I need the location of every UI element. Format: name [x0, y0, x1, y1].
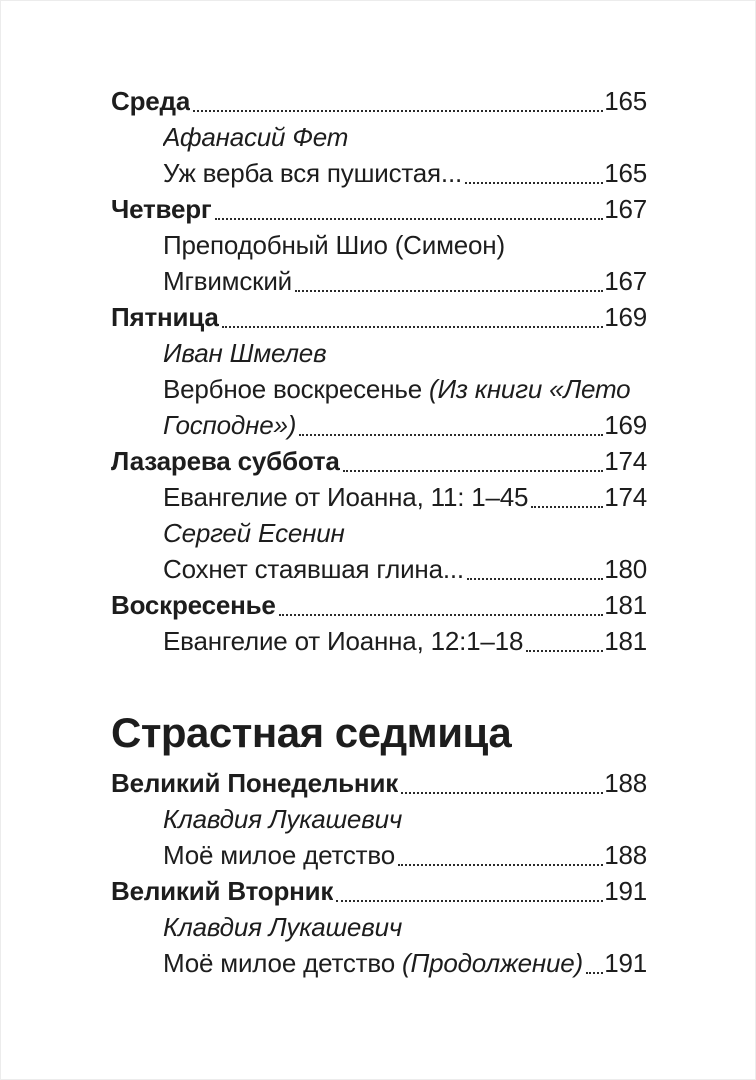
- toc-entry-row: [111, 119, 647, 155]
- page-number: 169: [604, 410, 647, 440]
- entry-title: [163, 551, 464, 587]
- page-number: 169: [604, 302, 647, 332]
- entry-title: [163, 623, 523, 659]
- dot-leader: [531, 506, 603, 508]
- entry-title-segment: Воскресенье: [111, 590, 276, 620]
- toc-entry-row: [111, 407, 647, 443]
- entry-title-segment: (Из книги «Лето: [428, 374, 631, 404]
- entry-title: [111, 83, 190, 119]
- toc-entry-row: [111, 371, 647, 407]
- dot-leader: [343, 470, 604, 472]
- entry-title-segment: Великий Вторник: [111, 876, 334, 906]
- toc-entry-row: [111, 945, 647, 981]
- entry-title: [163, 909, 402, 945]
- page-number: 165: [604, 86, 647, 116]
- entry-title-segment: Сергей Есенин: [163, 518, 345, 548]
- dot-leader: [299, 434, 603, 436]
- dot-leader: [586, 972, 603, 974]
- dot-leader: [526, 650, 603, 652]
- page-number: 180: [604, 554, 647, 584]
- entry-title-segment: Вербное воскресенье: [163, 374, 429, 404]
- entry-title-segment: Пятница: [111, 302, 219, 332]
- entry-title: [163, 155, 462, 191]
- entry-title: [163, 837, 395, 873]
- entry-title: [163, 479, 528, 515]
- entry-title-segment: Евангелие от Иоанна, 12:1–18: [163, 626, 524, 656]
- entry-title-segment: Иван Шмелев: [163, 338, 327, 368]
- entry-title-segment: Лазарева суббота: [111, 446, 340, 476]
- toc-entry-row: [111, 299, 647, 335]
- toc-entry-row: [111, 909, 647, 945]
- entry-title-segment: Моё милое детство: [163, 948, 402, 978]
- page-number: 174: [604, 482, 647, 512]
- toc-entry-row: [111, 227, 647, 263]
- table-of-contents: [111, 83, 647, 981]
- entry-title-segment: Господне»): [163, 410, 297, 440]
- entry-title: [111, 299, 219, 335]
- toc-entry-row: [111, 155, 647, 191]
- entry-title-segment: Клавдия Лукашевич: [163, 804, 403, 834]
- entry-title: [163, 801, 402, 837]
- toc-entry-row: [111, 263, 647, 299]
- page-number: 181: [604, 590, 647, 620]
- toc-entry-row: [111, 837, 647, 873]
- toc-entry-row: [111, 765, 647, 801]
- entry-title: [163, 263, 292, 299]
- toc-entry-row: [111, 587, 647, 623]
- toc-entry-row: [111, 801, 647, 837]
- dot-leader: [222, 326, 604, 328]
- entry-title: [163, 515, 345, 551]
- dot-leader: [401, 792, 603, 794]
- toc-entry-row: [111, 623, 647, 659]
- dot-leader: [193, 110, 603, 112]
- dot-leader: [467, 578, 603, 580]
- dot-leader: [465, 182, 603, 184]
- page-number: 188: [604, 768, 647, 798]
- entry-title-segment: Мгвимский: [163, 266, 292, 296]
- entry-title-segment: Четверг: [111, 194, 212, 224]
- toc-entry-row: [111, 83, 647, 119]
- page-number: 165: [604, 158, 647, 188]
- entry-title: [111, 191, 212, 227]
- entry-title: [111, 873, 333, 909]
- toc-entry-row: [111, 479, 647, 515]
- entry-title-segment: Сохнет стаявшая глина...: [163, 554, 464, 584]
- toc-entry-row: [111, 551, 647, 587]
- entry-title: [163, 945, 583, 981]
- entry-title-segment: Евангелие от Иоанна, 11: 1–45: [163, 482, 529, 512]
- entry-title: [163, 119, 348, 155]
- entry-title-segment: Среда: [111, 86, 191, 116]
- dot-leader: [295, 290, 603, 292]
- page-number: 188: [604, 840, 647, 870]
- dot-leader: [279, 614, 604, 616]
- page-number: 191: [604, 948, 647, 978]
- entry-title: [163, 407, 296, 443]
- entry-title-segment: (Продолжение): [402, 948, 583, 978]
- page-number: 167: [604, 194, 647, 224]
- toc-entry-row: [111, 443, 647, 479]
- entry-title-segment: Уж верба вся пушистая...: [163, 158, 462, 188]
- toc-entry-row: [111, 515, 647, 551]
- dot-leader: [398, 864, 603, 866]
- dot-leader: [215, 218, 604, 220]
- entry-title-segment: Моё милое детство: [163, 840, 395, 870]
- entry-title-segment: Великий Понедельник: [111, 768, 399, 798]
- page-number: 174: [604, 446, 647, 476]
- entry-title-segment: Преподобный Шио (Симеон): [163, 230, 505, 260]
- entry-title-segment: Клавдия Лукашевич: [163, 912, 403, 942]
- toc-entry-row: [111, 335, 647, 371]
- entry-title: [111, 765, 398, 801]
- dot-leader: [336, 900, 603, 902]
- entry-title: [163, 371, 630, 407]
- page-number: 167: [604, 266, 647, 296]
- section-heading: Страстная седмица: [111, 709, 512, 756]
- page-number: 191: [604, 876, 647, 906]
- entry-title: [163, 335, 326, 371]
- entry-title-segment: Афанасий Фет: [163, 122, 349, 152]
- toc-entry-row: [111, 191, 647, 227]
- entry-title: [163, 227, 505, 263]
- entry-title: [111, 443, 340, 479]
- entry-title: [111, 587, 276, 623]
- page-number: 181: [604, 626, 647, 656]
- toc-entry-row: [111, 873, 647, 909]
